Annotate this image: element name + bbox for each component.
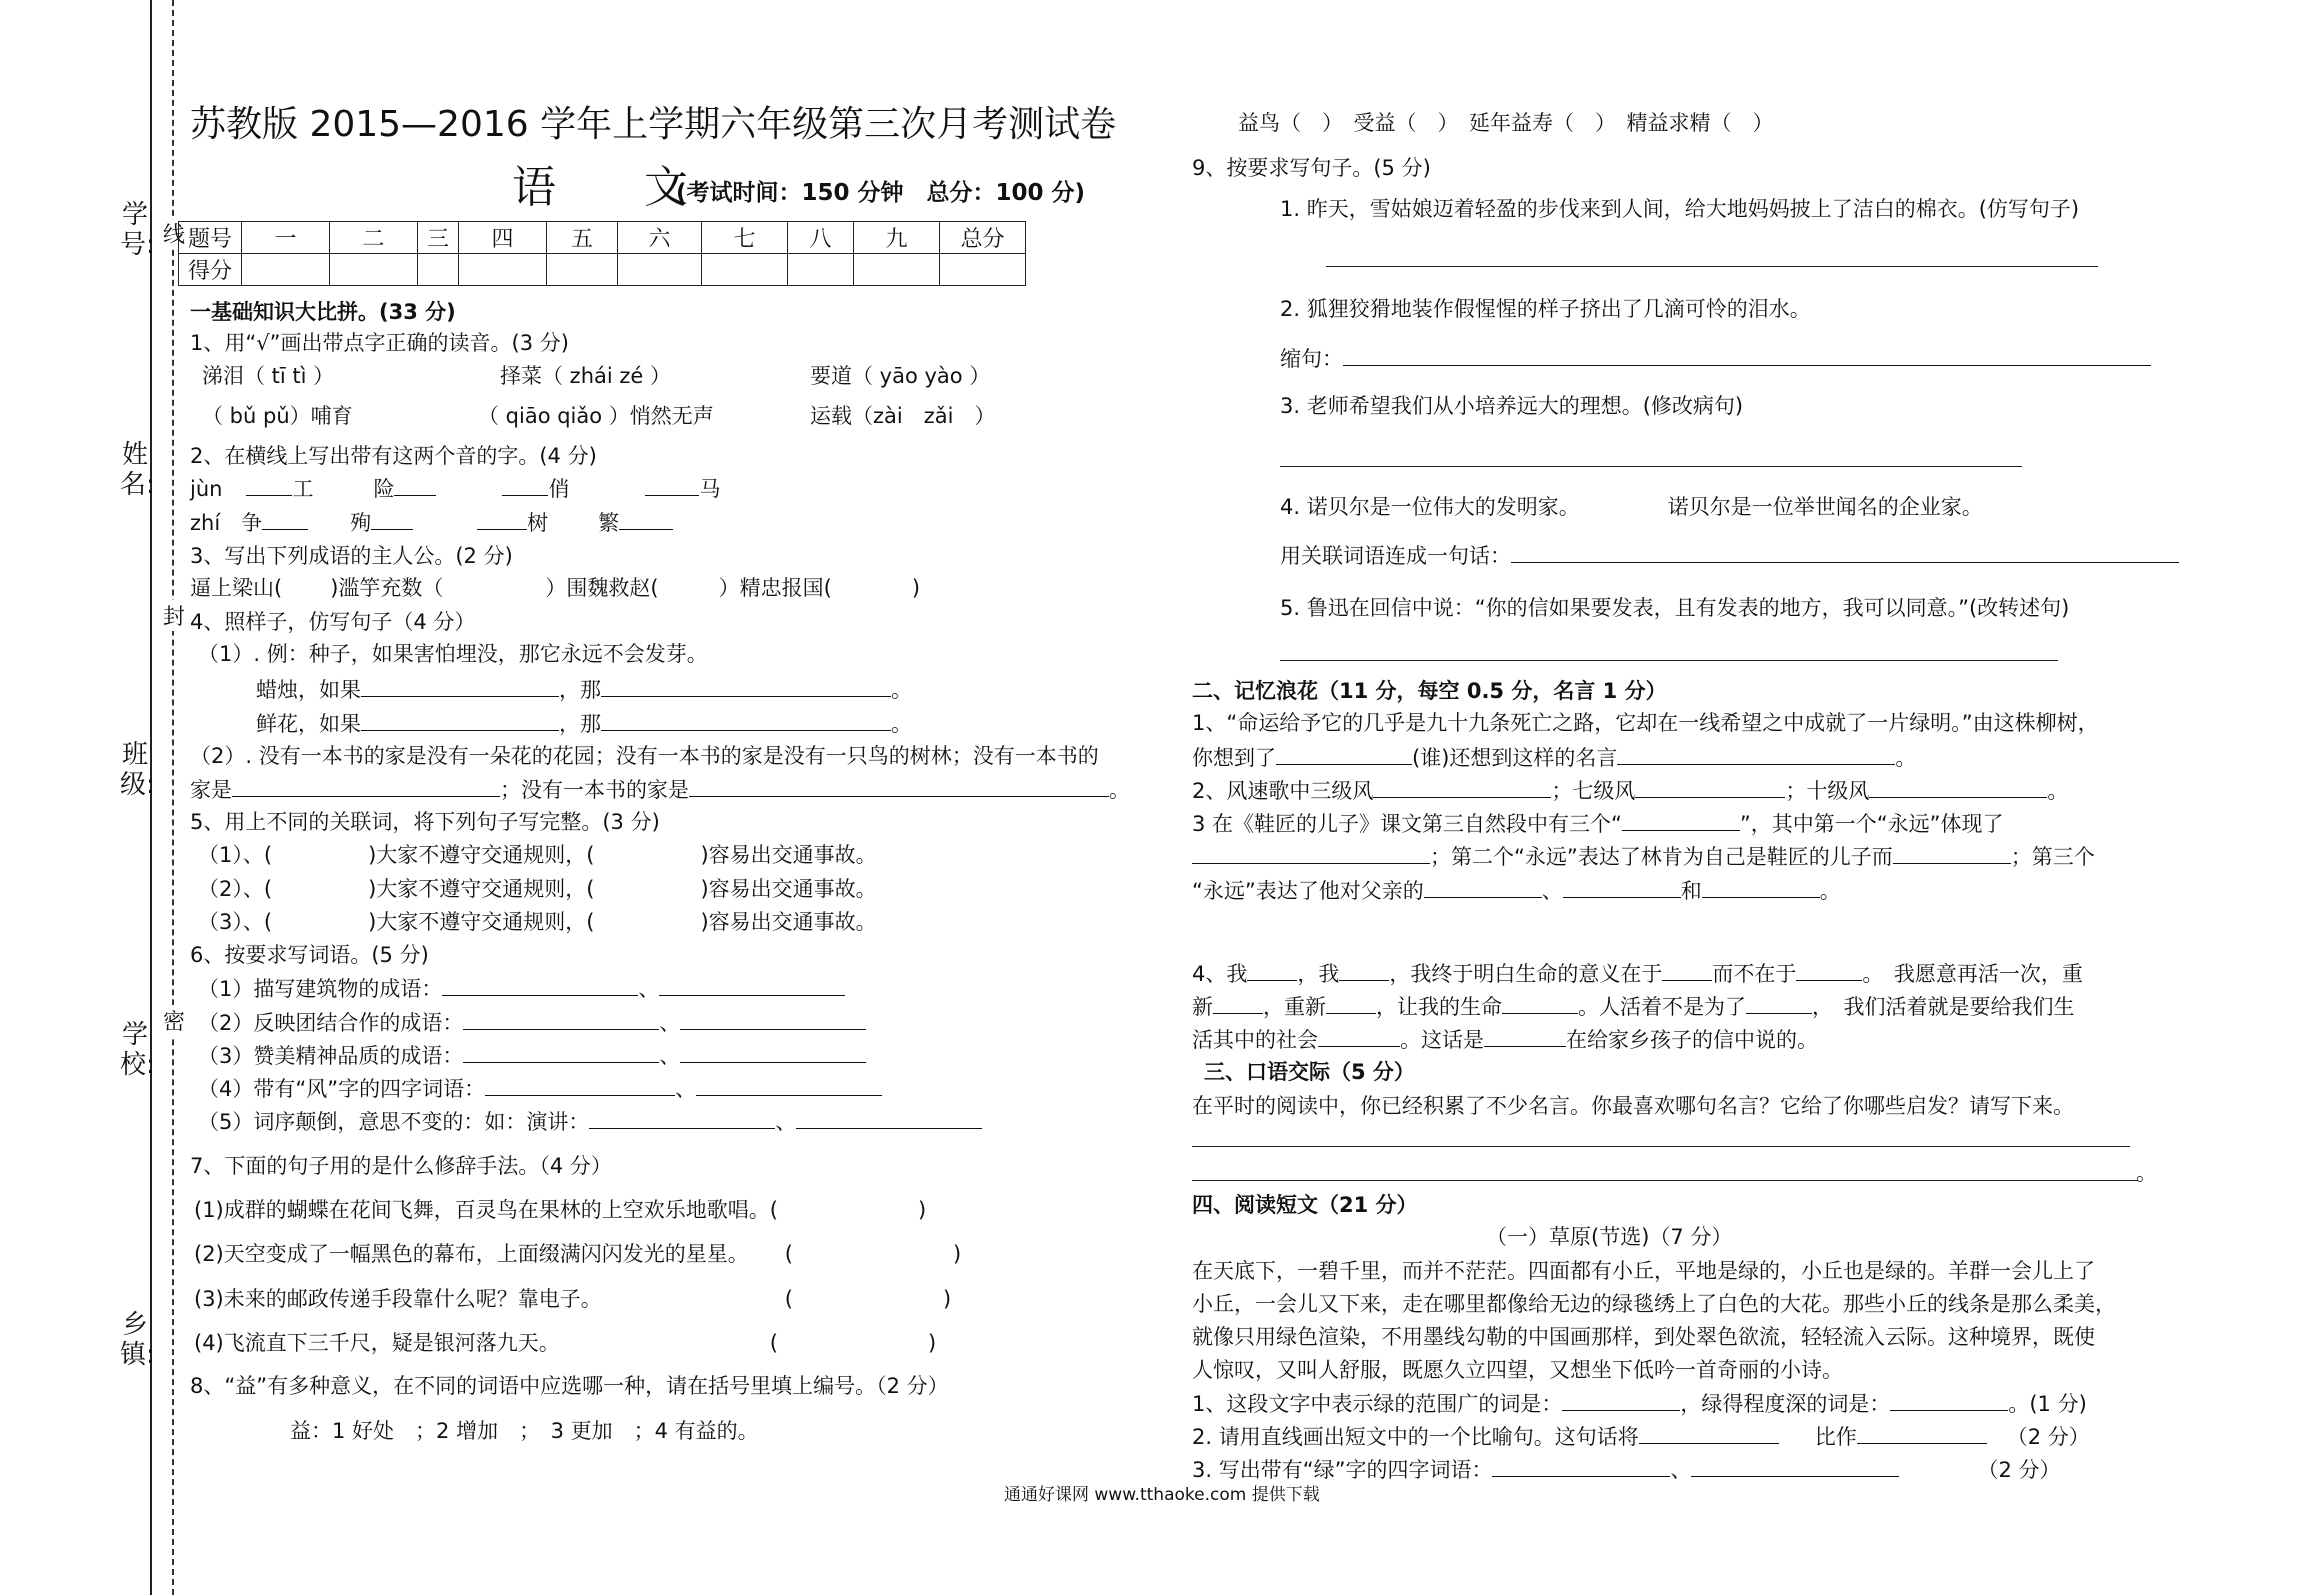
q6-text: （4）带有“风”字的四字词语： xyxy=(198,1077,486,1101)
q6-blank[interactable] xyxy=(680,1042,866,1063)
q2-blank[interactable] xyxy=(246,475,292,496)
q6-line-2 xyxy=(198,1009,866,1036)
q7-text: ) xyxy=(952,1242,962,1266)
s4-blank[interactable] xyxy=(1492,1456,1670,1477)
s4-blank[interactable] xyxy=(1890,1390,2008,1411)
s2-blank[interactable] xyxy=(1373,777,1551,798)
q5-prompt: 5、用上不同的关联词，将下列句子写完整。(3 分) xyxy=(190,810,660,834)
q4-text: 。 xyxy=(891,678,912,702)
q4-blank[interactable] xyxy=(232,776,500,797)
q9-prompt: 9、按要求写句子。(5 分) xyxy=(1192,156,1431,180)
q4-text: ，那 xyxy=(559,712,601,736)
q8-options: 益：1 好处 ；2 增加 ； 3 更加 ；4 有益的。 xyxy=(290,1419,759,1443)
q9-4 xyxy=(1280,494,1983,520)
q6-blank[interactable] xyxy=(485,1075,675,1096)
q7-item-1 xyxy=(194,1197,926,1223)
q6-line-1 xyxy=(198,975,845,1002)
q2-pinyin-jun: jùn xyxy=(190,477,223,501)
s2-blank[interactable] xyxy=(1617,744,1895,765)
footer-source: 通通好课网 www.tthaoke.com 提供下载 xyxy=(1004,1485,1320,1505)
q9-2: 2. 狐狸狡猾地装作假惺惺的样子挤出了几滴可怜的泪水。 xyxy=(1280,297,1811,321)
q6-blank[interactable] xyxy=(442,975,638,996)
s2-blank[interactable] xyxy=(1622,810,1740,831)
q2-blank[interactable] xyxy=(619,509,673,530)
score-cell[interactable] xyxy=(459,254,547,286)
s3-answer-line-1[interactable] xyxy=(1192,1146,2130,1147)
s4-text: 2. 请用直线画出短文中的一个比喻句。这句话将 xyxy=(1192,1425,1639,1449)
q6-line-4 xyxy=(198,1075,882,1102)
s2-text: 2、风速歌中三级风 xyxy=(1192,779,1374,803)
q7-item-2 xyxy=(194,1241,961,1267)
q4-text: 。 xyxy=(891,712,912,736)
s2-text: 。 xyxy=(2047,779,2069,803)
s2-text: ；七级风 xyxy=(1551,779,1636,803)
q4-2-line xyxy=(190,776,1130,803)
q7-text: ) xyxy=(927,1331,937,1355)
q4-text: ，那 xyxy=(559,678,601,702)
q5-text: )大家不遵守交通规则，( xyxy=(368,910,595,934)
q7-text: (2)天空变成了一幅黑色的幕布，上面缀满闪闪发光的星星。 xyxy=(194,1242,749,1266)
s2-blank[interactable] xyxy=(1796,960,1862,981)
s2-blank[interactable] xyxy=(1318,1026,1400,1047)
q6-blank[interactable] xyxy=(680,1009,866,1030)
s2-blank[interactable] xyxy=(1192,843,1430,864)
q2-char: 险 xyxy=(373,477,395,501)
s2-q3 xyxy=(1192,810,2004,837)
q1-prompt: 1、用“√”画出带点字正确的读音。(3 分) xyxy=(190,331,569,355)
q5-text: )容易出交通事故。 xyxy=(700,910,877,934)
s2-text: 新 xyxy=(1192,995,1213,1019)
exam-info: (考试时间：150 分钟 总分：100 分) xyxy=(676,180,1086,206)
q2-row1 xyxy=(190,475,720,502)
section4-title: 四、阅读短文（21 分） xyxy=(1192,1193,1418,1217)
s4-text: 比作 xyxy=(1814,1425,1857,1449)
s2-text: 而不在于 xyxy=(1712,962,1797,986)
q5-label: （2）、( xyxy=(198,877,273,901)
q9-4-connect xyxy=(1280,542,2179,569)
s2-blank[interactable] xyxy=(1563,877,1681,898)
score-header-cell: 六 xyxy=(618,222,702,254)
q1-item-c: 要道（ yāo yào ） xyxy=(810,364,991,388)
q6-line-5 xyxy=(198,1108,982,1135)
s2-blank[interactable] xyxy=(1484,1026,1566,1047)
s2-text: ；十级风 xyxy=(1785,779,1870,803)
q4-example: （1）. 例：种子，如果害怕埋没，那它永远不会发芽。 xyxy=(198,642,708,666)
q2-char: 工 xyxy=(292,477,314,501)
s4-blank[interactable] xyxy=(1639,1423,1779,1444)
s2-blank[interactable] xyxy=(1635,777,1785,798)
q9-text: 诺贝尔是一位举世闻名的企业家。 xyxy=(1667,495,1983,519)
s4-q2 xyxy=(1192,1423,2090,1450)
s2-text: ”，其中第一个“永远”体现了 xyxy=(1739,812,2004,836)
q3-prompt: 3、写出下列成语的主人公。(2 分) xyxy=(190,544,513,568)
q9-blank[interactable] xyxy=(1511,542,2179,563)
s4-passage-line-4: 人惊叹，又叫人舒服，既愿久立四望，又想坐下低吟一首奇丽的小诗。 xyxy=(1192,1358,1843,1382)
q5-label: （1）、( xyxy=(198,843,273,867)
section1-title: 一基础知识大比拼。(33 分) xyxy=(190,300,456,324)
score-header-cell: 四 xyxy=(459,222,547,254)
section3-title: 三、口语交际（5 分） xyxy=(1204,1060,1415,1084)
q2-pinyin-zhi: zhí 争 xyxy=(190,511,263,535)
seal-char-feng: 封 xyxy=(162,600,186,631)
class-label: 班级: xyxy=(120,740,155,800)
s2-q4-line1 xyxy=(1192,960,2083,987)
s2-q4-line2 xyxy=(1192,993,2075,1020)
q6-blank[interactable] xyxy=(589,1108,775,1129)
s2-blank[interactable] xyxy=(1276,744,1412,765)
s2-text: 、 xyxy=(1541,879,1563,903)
q7-prompt: 7、下面的句子用的是什么修辞手法。（4 分） xyxy=(190,1154,612,1178)
s2-blank[interactable] xyxy=(1869,777,2047,798)
q4-line-flower xyxy=(256,710,912,737)
q9-5: 5. 鲁迅在回信中说：“你的信如果要发表，且有发表的地方，我可以同意。”(改转述句) xyxy=(1280,596,2070,620)
q9-blank[interactable] xyxy=(1343,345,2151,366)
exam-title: 苏教版 2015—2016 学年上学期六年级第三次月考测试卷 xyxy=(190,104,1117,145)
s2-text: 和 xyxy=(1680,879,1702,903)
s2-blank[interactable] xyxy=(1662,960,1712,981)
s2-text: ，我终于明白生命的意义在于 xyxy=(1389,962,1663,986)
s2-q1-line xyxy=(1192,744,1916,771)
township-label: 乡镇: xyxy=(120,1310,155,1370)
s2-text: (谁)还想到这样的名言 xyxy=(1412,746,1618,770)
s2-blank[interactable] xyxy=(1702,877,1820,898)
s3-end-mark: 。 xyxy=(2136,1161,2157,1185)
s2-text: 。 我愿意再活一次，重 xyxy=(1862,962,2083,986)
q2-row2 xyxy=(190,509,673,536)
s2-text: ；第三个 xyxy=(2010,845,2095,869)
q5-line-3 xyxy=(198,909,877,935)
s4-text: ，绿得程度深的词是： xyxy=(1680,1392,1891,1416)
q2-blank[interactable] xyxy=(371,509,413,530)
s2-text: 3 在《鞋匠的儿子》课文第三自然段中有三个“ xyxy=(1192,812,1622,836)
q2-blank[interactable] xyxy=(262,509,308,530)
score-cell[interactable] xyxy=(854,254,940,286)
section2-title: 二、记忆浪花（11 分，每空 0.5 分，名言 1 分） xyxy=(1192,679,1667,703)
s2-text: ，让我的生命 xyxy=(1376,995,1502,1019)
q9-1-answer-line[interactable] xyxy=(1326,266,2098,267)
s2-blank[interactable] xyxy=(1326,993,1376,1014)
q2-char: 繁 xyxy=(598,511,620,535)
q7-text: ) xyxy=(942,1287,952,1311)
q6-text: （2）反映团结合作的成语： xyxy=(198,1011,464,1035)
s4-q1 xyxy=(1192,1390,2087,1417)
s2-blank[interactable] xyxy=(1502,993,1578,1014)
score-cell[interactable] xyxy=(702,254,788,286)
q6-prompt: 6、按要求写词语。(5 分) xyxy=(190,943,429,967)
q8-items: 益鸟（ ） 受益（ ） 延年益寿（ ） 精益求精（ ） xyxy=(1238,111,1774,135)
q2-blank[interactable] xyxy=(477,509,527,530)
q7-text: (3)未来的邮政传递手段靠什么呢？靠电子。 xyxy=(194,1287,602,1311)
s4-text: 。(1 分) xyxy=(2008,1392,2087,1416)
s2-text: ，我 xyxy=(1297,962,1340,986)
q4-text: 。 xyxy=(1109,778,1130,802)
score-header-cell: 八 xyxy=(788,222,854,254)
score-table xyxy=(178,221,1026,286)
score-header-cell: 三 xyxy=(418,222,459,254)
q2-char: 殉 xyxy=(350,511,372,535)
score-header-cell: 总分 xyxy=(940,222,1026,254)
q7-item-4 xyxy=(194,1330,936,1356)
school-label: 学校: xyxy=(120,1020,155,1080)
q6-text: 、 xyxy=(659,1044,681,1068)
s2-text: 你想到了 xyxy=(1192,746,1276,770)
q9-3-answer-line[interactable] xyxy=(1280,466,2022,467)
q9-2-shorten xyxy=(1280,345,2151,372)
s4-text: 、 xyxy=(1670,1458,1692,1482)
q9-5-answer-line[interactable] xyxy=(1280,660,2058,661)
s4-blank[interactable] xyxy=(1691,1456,1899,1477)
q4-text: 蜡烛，如果 xyxy=(256,678,361,702)
s2-q3-line2 xyxy=(1192,843,2095,870)
q6-text: （3）赞美精神品质的成语： xyxy=(198,1044,464,1068)
q7-text: ) xyxy=(917,1198,927,1222)
score-row-label: 得分 xyxy=(179,254,242,286)
q4-prompt: 4、照样子，仿写句子（4 分） xyxy=(190,610,476,634)
q6-blank[interactable] xyxy=(796,1108,982,1129)
score-cell[interactable] xyxy=(330,254,418,286)
score-cell[interactable] xyxy=(940,254,1026,286)
q7-text: (1)成群的蝴蝶在花间飞舞，百灵鸟在果林的上空欢乐地歌唱。( xyxy=(194,1198,778,1222)
s4-text: 1、这段文字中表示绿的范围广的词是： xyxy=(1192,1392,1563,1416)
q5-text: )大家不遵守交通规则，( xyxy=(368,843,595,867)
q4-blank[interactable] xyxy=(689,776,1109,797)
s4-text: （2 分） xyxy=(1977,1458,2061,1482)
score-cell[interactable] xyxy=(242,254,330,286)
s2-blank[interactable] xyxy=(1247,960,1297,981)
s4-text: 3. 写出带有“绿”字的四字词语： xyxy=(1192,1458,1493,1482)
s4-passage-line-1: 在天底下，一碧千里，而并不茫茫。四面都有小丘，平地是绿的，小丘也是绿的。羊群一会儿上了 xyxy=(1192,1259,2095,1283)
q4-2-prompt: （2）. 没有一本书的家是没有一朵花的花园；没有一本书的家是没有一只鸟的树林；没有一本书的 xyxy=(190,744,1099,768)
q2-blank[interactable] xyxy=(502,475,548,496)
q4-blank[interactable] xyxy=(361,676,559,697)
q6-text: （5）词序颠倒，意思不变的：如：演讲： xyxy=(198,1110,590,1134)
s2-text: 在给家乡孩子的信中说的。 xyxy=(1566,1028,1818,1052)
q2-char: 树 xyxy=(527,511,549,535)
q2-blank[interactable] xyxy=(645,475,699,496)
s4-blank[interactable] xyxy=(1857,1423,1987,1444)
q9-1: 1. 昨天，雪姑娘迈着轻盈的步伐来到人间，给大地妈妈披上了洁白的棉衣。(仿写句子) xyxy=(1280,197,2080,221)
q9-text: 用关联词语连成一句话： xyxy=(1280,544,1511,568)
q6-text: （1）描写建筑物的成语： xyxy=(198,977,443,1001)
s2-q4-line3 xyxy=(1192,1026,1818,1053)
s4-passage-line-2: 小丘，一会儿又下来，走在哪里都像给无边的绿毯绣上了白色的大花。那些小丘的线条是那么柔美， xyxy=(1192,1292,2116,1316)
q2-char: 俏 xyxy=(548,477,570,501)
q3-item: ) xyxy=(911,576,921,600)
q1-item-d: （ bǔ pǔ）哺育 xyxy=(202,404,353,428)
s2-text: 。这话是 xyxy=(1400,1028,1484,1052)
s4-q3 xyxy=(1192,1456,2061,1483)
score-table-header-row xyxy=(179,222,1026,254)
score-cell[interactable] xyxy=(618,254,702,286)
q5-text: )容易出交通事故。 xyxy=(700,877,877,901)
score-header-cell: 五 xyxy=(547,222,618,254)
s2-text: ，重新 xyxy=(1263,995,1326,1019)
q9-text: 缩句： xyxy=(1280,347,1343,371)
s3-question: 在平时的阅读中，你已经积累了不少名言。你最喜欢哪句名言？它给了你哪些启发？请写下来。 xyxy=(1192,1094,2074,1118)
q4-text: ；没有一本书的家是 xyxy=(500,778,689,802)
score-header-cell: 题号 xyxy=(179,222,242,254)
s2-text: 。 xyxy=(1819,879,1841,903)
q2-char: 马 xyxy=(699,477,721,501)
q7-text: ( xyxy=(769,1331,778,1355)
s4-text: （2 分） xyxy=(2006,1425,2090,1449)
score-cell[interactable] xyxy=(418,254,459,286)
q7-text: ( xyxy=(784,1242,793,1266)
q3-item: )滥竽充数（ xyxy=(330,576,444,600)
q5-line-2 xyxy=(198,876,877,902)
s2-blank[interactable] xyxy=(1424,877,1542,898)
s2-text: 。 xyxy=(1895,746,1917,770)
q6-blank[interactable] xyxy=(463,1042,659,1063)
q7-item-3 xyxy=(194,1286,951,1312)
q4-text: 家是 xyxy=(190,778,232,802)
score-header-cell: 一 xyxy=(242,222,330,254)
s2-text: “永远”表达了他对父亲的 xyxy=(1192,879,1424,903)
s2-blank[interactable] xyxy=(1339,960,1389,981)
s2-q1: 1、“命运给予它的几乎是九十九条死亡之路，它却在一线希望之中成就了一片绿明。”由这株柳树， xyxy=(1192,711,2099,735)
score-header-cell: 七 xyxy=(702,222,788,254)
q5-line-1 xyxy=(198,842,877,868)
q1-item-a: 涕泪（ tī tì ） xyxy=(202,364,335,388)
q2-blank[interactable] xyxy=(394,475,436,496)
q7-text: ( xyxy=(784,1287,793,1311)
s2-blank[interactable] xyxy=(1213,993,1263,1014)
s2-blank[interactable] xyxy=(1746,993,1812,1014)
q3-item: ）精忠报国( xyxy=(718,576,832,600)
q4-blank[interactable] xyxy=(361,710,559,731)
s2-text: 。人活着不是为了 xyxy=(1578,995,1746,1019)
name-label: 姓名: xyxy=(120,440,155,500)
q7-text: (4)飞流直下三千尺，疑是银河落九天。 xyxy=(194,1331,560,1355)
q9-3: 3. 老师希望我们从小培养远大的理想。(修改病句) xyxy=(1280,394,1744,418)
q6-blank[interactable] xyxy=(696,1075,882,1096)
q4-blank[interactable] xyxy=(601,676,891,697)
score-header-cell: 二 xyxy=(330,222,418,254)
score-table-score-row xyxy=(179,254,1026,286)
s3-answer-line-2[interactable] xyxy=(1192,1180,2138,1181)
seal-char-mi: 密 xyxy=(162,1005,186,1036)
q6-blank[interactable] xyxy=(463,1009,659,1030)
q4-line-candle xyxy=(256,676,912,703)
q5-text: )容易出交通事故。 xyxy=(700,843,877,867)
q6-text: 、 xyxy=(659,1011,681,1035)
s2-text: 活其中的社会 xyxy=(1192,1028,1318,1052)
q1-item-f: 运载（zài zǎi ） xyxy=(810,404,996,428)
subject-title: 语 文 xyxy=(512,162,688,213)
q6-text: 、 xyxy=(775,1110,797,1134)
score-cell[interactable] xyxy=(788,254,854,286)
s4-passage-line-3: 就像只用绿色渲染，不用墨线勾勒的中国画那样，到处翠色欲流，轻轻流入云际。这种境界，既使 xyxy=(1192,1325,2095,1349)
s4-blank[interactable] xyxy=(1562,1390,1680,1411)
s4-passage-title: （一）草原(节选)（7 分） xyxy=(1486,1225,1733,1249)
q1-item-e: （ qiāo qiǎo ）悄然无声 xyxy=(478,404,714,428)
q2-prompt: 2、在横线上写出带有这两个音的字。(4 分) xyxy=(190,444,597,468)
q3-item: ）围魏救赵( xyxy=(545,576,659,600)
q6-text: 、 xyxy=(638,977,660,1001)
s2-q3-line3 xyxy=(1192,877,1841,904)
s2-blank[interactable] xyxy=(1893,843,2011,864)
q9-text: 4. 诺贝尔是一位伟大的发明家。 xyxy=(1280,495,1580,519)
q6-line-3 xyxy=(198,1042,866,1069)
q4-blank[interactable] xyxy=(601,710,891,731)
seal-char-xian: 线 xyxy=(162,218,186,249)
s2-text: 4、我 xyxy=(1192,962,1248,986)
score-header-cell: 九 xyxy=(854,222,940,254)
q5-label: （3）、( xyxy=(198,910,273,934)
q6-text: 、 xyxy=(675,1077,697,1101)
q1-item-b: 择菜（ zhái zé ） xyxy=(500,364,672,388)
student-id-label: 学号: xyxy=(120,200,155,260)
score-cell[interactable] xyxy=(547,254,618,286)
q6-blank[interactable] xyxy=(659,975,845,996)
q3-item: 逼上梁山( xyxy=(190,576,283,600)
q5-text: )大家不遵守交通规则，( xyxy=(368,877,595,901)
s2-q2 xyxy=(1192,777,2068,804)
s2-text: ；第二个“永远”表达了林肯为自己是鞋匠的儿子而 xyxy=(1430,845,1893,869)
q8-prompt: 8、“益”有多种意义，在不同的词语中应选哪一种，请在括号里填上编号。（2 分） xyxy=(190,1374,949,1398)
q4-text: 鲜花，如果 xyxy=(256,712,361,736)
s2-text: ， 我们活着就是要给我们生 xyxy=(1812,995,2075,1019)
q3-line xyxy=(190,575,920,601)
